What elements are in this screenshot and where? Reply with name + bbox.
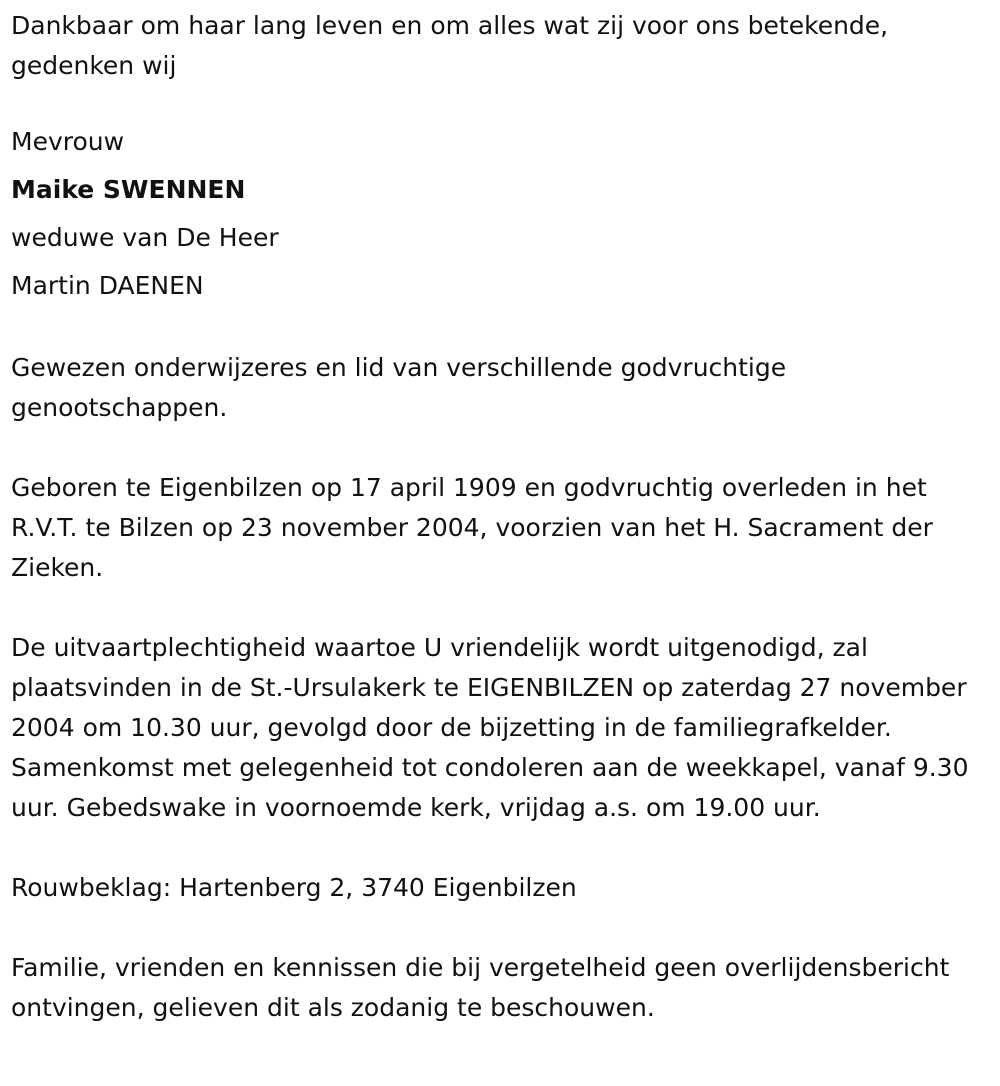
widow-of-text: weduwe van De Heer	[11, 223, 279, 252]
closing-note: Familie, vrienden en kennissen die bij vergetelheid geen overlijdensbericht ontvingen, gelieven dit als zodanig te beschouwen.	[11, 953, 950, 1022]
occupation-text: Gewezen onderwijzeres en lid van verschillende godvruchtige genootschappen.	[11, 353, 787, 422]
intro-text: Dankbaar om haar lang leven en om alles wat zij voor ons betekende, gedenken wij	[11, 11, 889, 80]
funeral-info-text: De uitvaartplechtigheid waartoe U vriendelijk wordt uitgenodigd, zal plaatsvinden in de St.-Ursulakerk te EIGENBILZEN op zaterdag 27 november 2004 om 10.30 uur, gevolgd door de bijzetting in de familiegrafkelder. Samenkomst met gelegenheid tot condoleren aan de weekkapel, vanaf 9.30 uur. Gebedswake in voornoemde kerk, vrijdag a.s. om 19.00 uur.	[11, 633, 969, 822]
birth-death-text: Geboren te Eigenbilzen op 17 april 1909 en godvruchtig overleden in het R.V.T. te Bilzen op 23 november 2004, voorzien van het H. Sacrament der Zieken.	[11, 473, 933, 582]
honorific-title: Mevrouw	[11, 127, 125, 156]
obituary-notice	[11, 6, 996, 1028]
spouse-name: Martin DAENEN	[11, 271, 204, 300]
deceased-name: Maike SWENNEN	[11, 175, 246, 204]
condolence-address: Rouwbeklag: Hartenberg 2, 3740 Eigenbilzen	[11, 873, 577, 902]
